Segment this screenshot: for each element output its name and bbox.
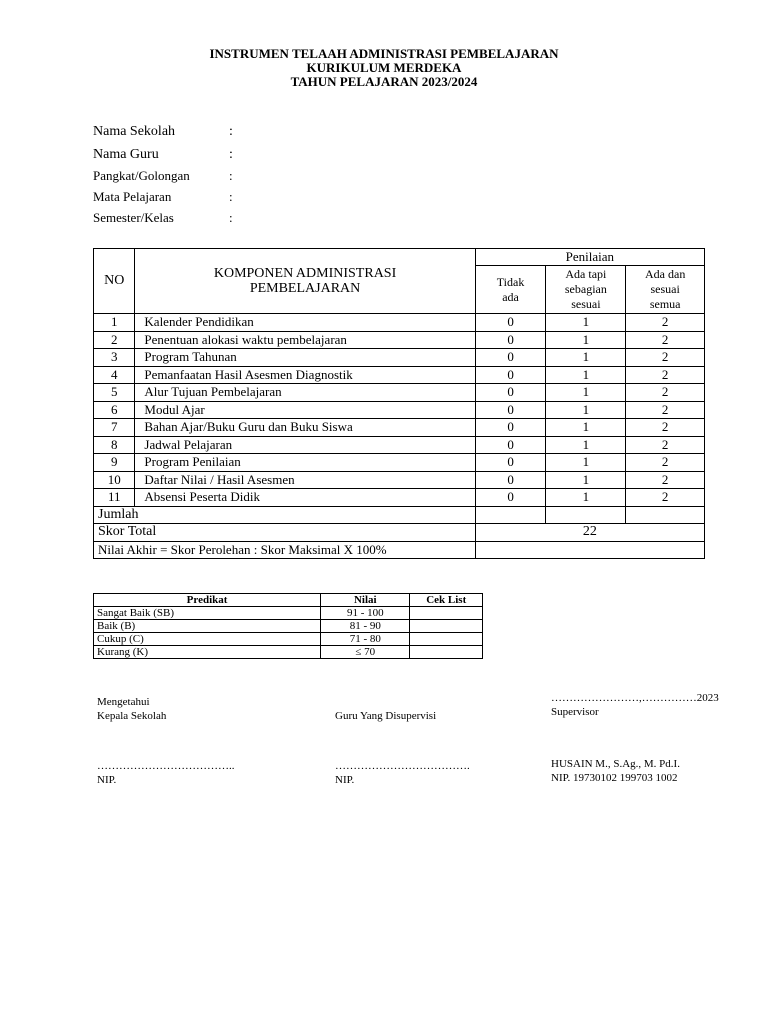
guru-nip: NIP. xyxy=(335,774,355,786)
supervisor-label: Supervisor xyxy=(551,706,599,718)
identity-label: Nama Guru xyxy=(93,147,159,162)
row-komponen: Penentuan alokasi waktu pembelajaran xyxy=(135,331,475,349)
header-penilaian: Penilaian xyxy=(475,249,704,266)
header-komponen-line2: PEMBELAJARAN xyxy=(249,281,361,296)
row-score-2: 2 xyxy=(626,471,705,489)
table-row xyxy=(94,471,705,489)
nilai-akhir-value xyxy=(475,541,704,559)
row-no: 4 xyxy=(94,366,135,384)
document-subtitle-year: TAHUN PELAJARAN 2023/2024 xyxy=(290,74,478,89)
table-row xyxy=(94,314,705,332)
header-score-2 xyxy=(626,266,705,314)
supervisor-name: HUSAIN M., S.Ag., M. Pd.I. xyxy=(551,758,680,770)
row-score-2: 2 xyxy=(626,366,705,384)
skor-total-label: Skor Total xyxy=(94,524,476,542)
header-score-1 xyxy=(546,266,626,314)
nilai-cell: 81 - 90 xyxy=(321,620,410,633)
row-no: 2 xyxy=(94,331,135,349)
guru-dots: ………………………………. xyxy=(335,760,470,772)
ceklist-cell[interactable] xyxy=(410,646,483,659)
row-score-1: 1 xyxy=(546,366,626,384)
kepala-sekolah-dots: ……………………………….. xyxy=(97,760,235,772)
kepala-sekolah-nip: NIP. xyxy=(97,774,117,786)
table-row xyxy=(94,366,705,384)
jumlah-score-0 xyxy=(475,506,546,524)
row-no: 8 xyxy=(94,436,135,454)
predikat-table xyxy=(93,593,483,659)
identity-colon: : xyxy=(229,168,233,183)
row-score-2: 2 xyxy=(626,384,705,402)
row-score-0: 0 xyxy=(475,401,546,419)
table-row xyxy=(94,349,705,367)
table-row xyxy=(94,384,705,402)
header-score-1-line3: sesuai xyxy=(571,297,601,311)
identity-colon: : xyxy=(229,147,233,162)
header-score-1-line2: sebagian xyxy=(564,282,607,296)
identity-row-semester xyxy=(93,210,233,226)
table-row xyxy=(94,436,705,454)
identity-row-pangkat xyxy=(93,168,233,184)
header-score-2-line1: Ada dan xyxy=(645,267,686,281)
row-komponen: Program Tahunan xyxy=(135,349,475,367)
nilai-cell: 71 - 80 xyxy=(321,633,410,646)
nilai-cell: 91 - 100 xyxy=(321,607,410,620)
nilai-akhir-formula: Nilai Akhir = Skor Perolehan : Skor Maksimal X 100% xyxy=(94,541,476,559)
row-jumlah xyxy=(94,506,705,524)
predikat-row xyxy=(94,620,483,633)
document-title: INSTRUMEN TELAAH ADMINISTRASI PEMBELAJARAN xyxy=(209,46,559,61)
row-komponen: Absensi Peserta Didik xyxy=(135,489,475,507)
signature-left xyxy=(97,695,166,723)
identity-label: Pangkat/Golongan xyxy=(93,168,190,183)
row-score-1: 1 xyxy=(546,401,626,419)
identity-label: Nama Sekolah xyxy=(93,124,176,139)
row-score-1: 1 xyxy=(546,331,626,349)
nilai-cell: ≤ 70 xyxy=(321,646,410,659)
jumlah-label: Jumlah xyxy=(94,506,476,524)
row-score-0: 0 xyxy=(475,314,546,332)
row-komponen: Pemanfaatan Hasil Asesmen Diagnostik xyxy=(135,366,475,384)
mengetahui-label: Mengetahui xyxy=(97,696,150,708)
row-score-0: 0 xyxy=(475,384,546,402)
header-score-2-line3: semua xyxy=(649,297,681,311)
row-no: 10 xyxy=(94,471,135,489)
row-komponen: Modul Ajar xyxy=(135,401,475,419)
row-score-0: 0 xyxy=(475,436,546,454)
row-score-1: 1 xyxy=(546,384,626,402)
row-score-2: 2 xyxy=(626,419,705,437)
predikat-row xyxy=(94,607,483,620)
row-komponen: Bahan Ajar/Buku Guru dan Buku Siswa xyxy=(135,419,475,437)
header-no: NO xyxy=(94,249,135,314)
row-no: 11 xyxy=(94,489,135,507)
header-komponen xyxy=(135,249,475,314)
predikat-header: Predikat xyxy=(94,594,321,607)
row-score-1: 1 xyxy=(546,454,626,472)
table-row xyxy=(94,331,705,349)
predikat-cell: Sangat Baik (SB) xyxy=(94,607,321,620)
row-score-0: 0 xyxy=(475,419,546,437)
predikat-cell: Baik (B) xyxy=(94,620,321,633)
row-no: 5 xyxy=(94,384,135,402)
kepala-sekolah-label: Kepala Sekolah xyxy=(97,710,167,722)
row-no: 3 xyxy=(94,349,135,367)
header-komponen-line1: KOMPONEN ADMINISTRASI xyxy=(213,266,397,281)
row-skor-total xyxy=(94,524,705,542)
row-score-0: 0 xyxy=(475,331,546,349)
assessment-table xyxy=(93,248,705,559)
row-score-0: 0 xyxy=(475,454,546,472)
row-komponen: Daftar Nilai / Hasil Asesmen xyxy=(135,471,475,489)
supervisor-nip: NIP. 19730102 199703 1002 xyxy=(551,772,678,784)
row-score-2: 2 xyxy=(626,454,705,472)
guru-disupervisi-label: Guru Yang Disupervisi xyxy=(335,710,437,722)
header-score-0-line1: Tidak xyxy=(496,274,525,289)
nilai-header: Nilai xyxy=(321,594,410,607)
row-score-0: 0 xyxy=(475,349,546,367)
row-nilai-akhir xyxy=(94,541,705,559)
identity-row-nama-sekolah xyxy=(93,124,233,140)
table-row xyxy=(94,401,705,419)
row-no: 9 xyxy=(94,454,135,472)
row-score-1: 1 xyxy=(546,489,626,507)
ceklist-header: Cek List xyxy=(410,594,483,607)
row-score-2: 2 xyxy=(626,436,705,454)
ceklist-cell[interactable] xyxy=(410,620,483,633)
identity-colon: : xyxy=(229,210,233,225)
jumlah-score-1 xyxy=(546,506,626,524)
row-score-2: 2 xyxy=(626,401,705,419)
predikat-row xyxy=(94,633,483,646)
predikat-cell: Cukup (C) xyxy=(94,633,321,646)
ceklist-cell[interactable] xyxy=(410,607,483,620)
row-score-1: 1 xyxy=(546,419,626,437)
identity-colon: : xyxy=(229,124,233,139)
identity-row-nama-guru xyxy=(93,147,233,163)
document-subtitle-curriculum: KURIKULUM MERDEKA xyxy=(306,60,462,75)
row-score-0: 0 xyxy=(475,471,546,489)
signature-left-line xyxy=(97,759,235,787)
row-komponen: Kalender Pendidikan xyxy=(135,314,475,332)
identity-label: Semester/Kelas xyxy=(93,210,174,225)
ceklist-cell[interactable] xyxy=(410,633,483,646)
header-score-0 xyxy=(475,266,546,314)
row-score-2: 2 xyxy=(626,314,705,332)
row-score-1: 1 xyxy=(546,349,626,367)
row-score-1: 1 xyxy=(546,471,626,489)
row-score-2: 2 xyxy=(626,331,705,349)
signature-middle xyxy=(335,709,436,723)
jumlah-score-2 xyxy=(626,506,705,524)
signature-right xyxy=(551,691,719,719)
row-score-2: 2 xyxy=(626,349,705,367)
identity-label: Mata Pelajaran xyxy=(93,189,172,204)
row-no: 7 xyxy=(94,419,135,437)
skor-total-value: 22 xyxy=(475,524,704,542)
row-score-1: 1 xyxy=(546,436,626,454)
row-komponen: Program Penilaian xyxy=(135,454,475,472)
table-row xyxy=(94,419,705,437)
predikat-row xyxy=(94,646,483,659)
row-komponen: Alur Tujuan Pembelajaran xyxy=(135,384,475,402)
header-score-1-line1: Ada tapi xyxy=(565,267,607,281)
row-score-1: 1 xyxy=(546,314,626,332)
signature-middle-line xyxy=(335,759,470,787)
row-score-0: 0 xyxy=(475,366,546,384)
row-no: 6 xyxy=(94,401,135,419)
row-score-0: 0 xyxy=(475,489,546,507)
predikat-cell: Kurang (K) xyxy=(94,646,321,659)
row-no: 1 xyxy=(94,314,135,332)
signature-right-line xyxy=(551,757,680,785)
table-row xyxy=(94,489,705,507)
identity-colon: : xyxy=(229,189,233,204)
header-score-0-line2: ada xyxy=(502,289,519,304)
date-line: ……………………,……………2023 xyxy=(551,692,719,704)
header-score-2-line2: sesuai xyxy=(650,282,680,296)
table-row xyxy=(94,454,705,472)
identity-row-mata-pelajaran xyxy=(93,189,233,205)
row-score-2: 2 xyxy=(626,489,705,507)
row-komponen: Jadwal Pelajaran xyxy=(135,436,475,454)
